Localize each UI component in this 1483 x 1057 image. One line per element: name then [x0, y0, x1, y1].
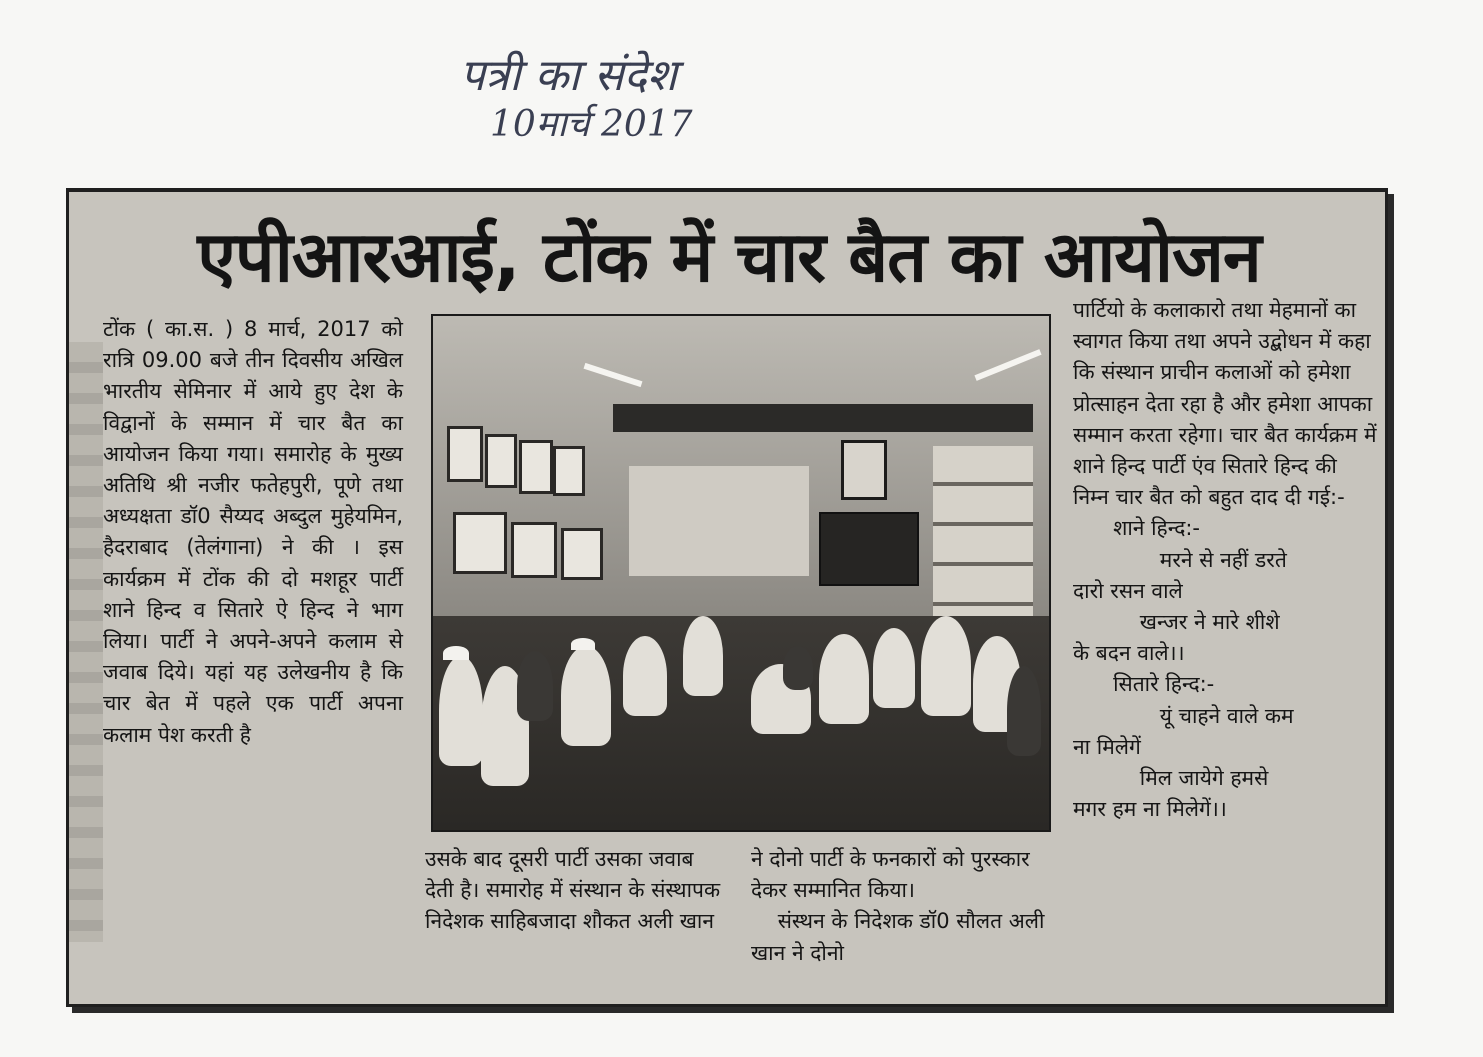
photo-seated-person [561, 646, 611, 746]
photo-wall-frame [553, 446, 585, 496]
photo-seated-person [921, 616, 971, 716]
photo-seated-person [517, 651, 553, 721]
handwritten-source: पत्री का संदेश [460, 50, 677, 101]
article-column-left: टोंक ( का.स. ) 8 मार्च, 2017 को रात्रि 09.00 बजे तीन दिवसीय अखिल भारतीय सेमिनार में आये हुए देश के विद्वानों के सम्मान में चार बैत का आयोजन किया गया। समारोह के मुख्य अतिथि श्री नजीर फतेहपुरी, पूणे तथा अध्यक्षता डॉ0 सैय्यद अब्दुल मुहेयमिन, हैदराबाद (तेलंगाना) ने की । इस कार्यक्रम में टोंक की दो मशहूर पार्टी शाने हिन्द व सितारे ऐ हिन्द ने भाग लिया। पार्टी ने अपने-अपने कलाम से जवाब दिये। यहां यह उलेखनीय है कि चार बेत में पहले एक पार्टी अपना कलाम पेश करती है [103, 317, 410, 747]
photo-back-panel [629, 466, 809, 576]
photo-seated-person [783, 646, 813, 690]
photo-shelf [933, 446, 1033, 616]
photo-seated-person [439, 656, 483, 766]
photo-seated-person [819, 634, 869, 724]
handwritten-date: 10मार्च 2017 [490, 104, 693, 145]
photo-portrait [841, 440, 887, 500]
photo-cap [443, 646, 469, 660]
photo-wall-frame [561, 528, 603, 580]
photo-wall-frame [485, 434, 517, 488]
photo-seated-person [683, 616, 723, 696]
photo-wall-frame [511, 522, 557, 578]
newspaper-clipping [66, 188, 1388, 1007]
photo-seated-person [623, 636, 667, 716]
article-column-right: पार्टियो के कलाकारो तथा मेहमानों का स्वागत किया तथा अपने उद्बोधन में कहा कि संस्थान प्राचीन कलाओं को हमेशा प्रोत्साहन देता रहा है और हमेशा आपका सम्मान करता रहेगा। चार बैत कार्यक्रम में शाने हिन्द पार्टी एंव सितारे हिन्द की निम्न चार बैत को बहुत दाद दी गई:- शाने हिन्द:- मरने से नहीं डरते दारो रसन वाले खन्जर ने मारे शीशे के बदन वाले।। सितारे हिन्द:- यूं चाहने वाले कम ना मिलेगें मिल जायेगे हमसे मगर हम ना मिलेगें।। [1073, 298, 1377, 822]
photo-cap [571, 638, 595, 650]
photo-seated-person [873, 628, 915, 708]
article-headline: एपीआरआई, टोंक में चार बैत का आयोजन [197, 216, 1261, 298]
photo-wall-frame [519, 440, 553, 494]
article-column-middle-2: ने दोनो पार्टी के फनकारों को पुरस्कार देकर सम्मानित किया। संस्थन के निदेशक डॉ0 सौलत अली खान ने दोनो [751, 847, 1045, 965]
article-photo [431, 314, 1051, 832]
adjacent-column-bleed [69, 342, 103, 942]
photo-board [819, 512, 919, 586]
photo-banner [613, 404, 1033, 432]
photo-seated-person [1007, 666, 1041, 756]
handwritten-note [440, 50, 800, 148]
photo-wall-frame [447, 426, 483, 482]
article-column-middle-1: उसके बाद दूसरी पार्टी उसका जवाब देती है। समारोह में संस्थान के संस्थापक निदेशक साहिबजादा शौकत अली खान [425, 847, 727, 934]
photo-wall-frame [453, 512, 507, 574]
